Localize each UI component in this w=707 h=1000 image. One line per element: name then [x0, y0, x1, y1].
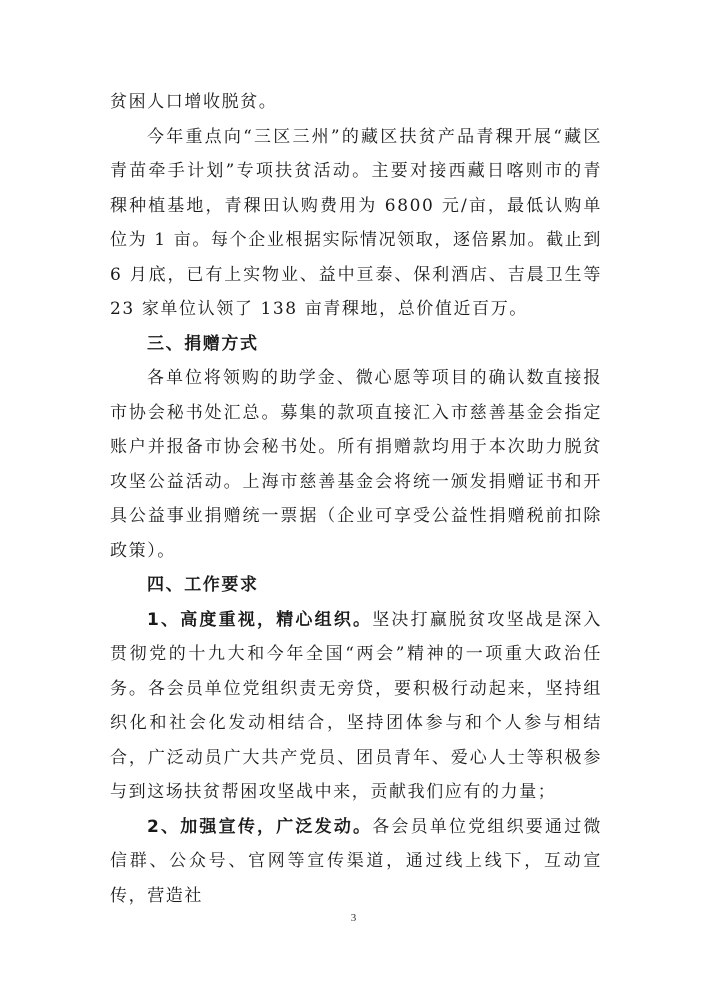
document-body [110, 85, 602, 913]
paragraph-donation-method: 各单位将领购的助学金、微心愿等项目的确认数直接报市协会秘书处汇总。募集的款项直接汇入市慈善基金会指定账户并报备市协会秘书处。所有捐赠款均用于本次助力脱贫攻坚公益活动。上海市慈善基金会将统一颁发捐赠证书和开具公益事业捐赠统一票据（企业可享受公益性捐赠税前扣除政策）。 [110, 368, 602, 561]
paragraph-tibet-highland-barley: 今年重点向“三区三州”的藏区扶贫产品青稞开展“藏区青苗牵手计划”专项扶贫活动。主要对接西藏日喀则市的青稞种植基地，青稞田认购费用为 6800 元/亩，最低认购单位为 1 亩。每个企业根据实际情况领取，逐倍累加。截止到 6 月底，已有上实物业、益中亘泰、保利酒店、吉晨卫生等 23 家单位认领了 138 亩青稞地，总价值近百万。 [110, 126, 602, 319]
requirement-1-body: 坚决打赢脱贫攻坚战是深入贯彻党的十九大和今年全国“两会”精神的一项重大政治任务。各会员单位党组织责无旁贷，要积极行动起来，坚持组织化和社会化发动相结合，坚持团体参与和个人参与相结合，广泛动员广大共产党员、团员青年、爱心人士等积极参与到这场扶贫帮困攻坚战中来，贡献我们应有的力量； [110, 609, 603, 802]
section-heading-work-requirements: 四、工作要求 [147, 575, 259, 595]
requirement-2-lead: 2、加强宣传，广泛发动。 [147, 816, 373, 837]
requirement-1-lead: 1、高度重视，精心组织。 [147, 609, 373, 630]
section-heading-donation-method: 三、捐赠方式 [147, 333, 259, 354]
paragraph-continuation: 贫困人口增收脱贫。 [110, 92, 278, 112]
requirement-2-body: 各会员单位党组织要通过微信群、公众号、官网等宣传渠道，通过线上线下，互动宣传，营造社 [110, 816, 603, 906]
page-number: 3 [350, 912, 357, 924]
paragraph-requirement-1 [110, 603, 602, 810]
paragraph-requirement-2 [110, 810, 602, 914]
